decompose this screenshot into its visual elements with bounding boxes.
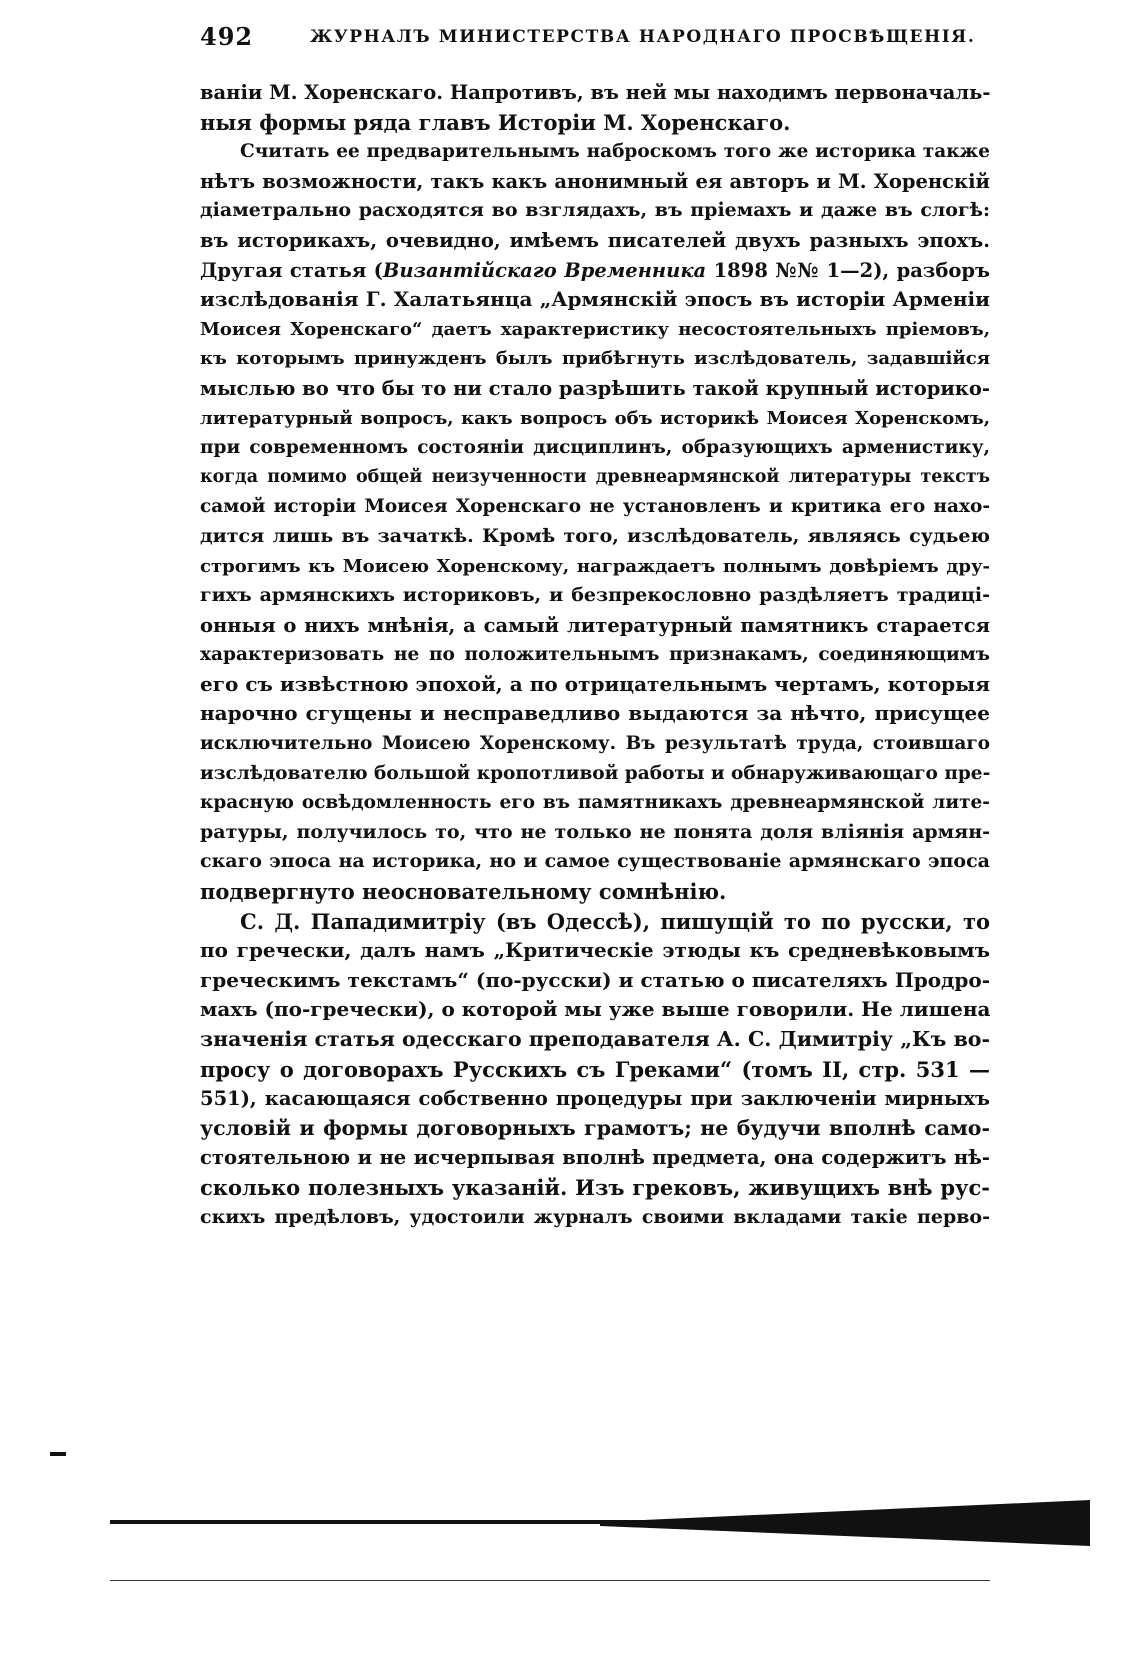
text-line: скихъ предѣловъ, удостоили журналъ своими вкладами такіе перво- <box>200 1205 990 1228</box>
citation-suffix: 1898 №№ 1—2), разборъ <box>706 258 990 282</box>
text-line: изслѣдователю большой кропотливой работы и обнаруживающаго пре- <box>200 762 991 784</box>
text-line: подвергнуто неосновательному сомнѣнію. <box>200 879 727 905</box>
running-title: ЖУРНАЛЪ МИНИСТЕРСТВА НАРОДНАГО ПРОСВѢЩЕНІЯ. <box>310 27 976 47</box>
page-header <box>200 22 990 62</box>
scan-mark <box>50 1452 66 1456</box>
cited-journal-line <box>200 256 990 286</box>
scan-rule-wedge <box>600 1500 1090 1546</box>
text-line: Моисея Хоренскаго“ даетъ характеристику несостоятельныхъ пріемовъ, <box>200 318 990 340</box>
body-text <box>200 78 990 1232</box>
text-line: въ историкахъ, очевидно, имѣемъ писателей двухъ разныхъ эпохъ. <box>200 228 990 252</box>
scan-rule-thin <box>110 1580 990 1581</box>
text-line: его съ извѣстною эпохой, а по отрицательнымъ чертамъ, которыя <box>200 671 990 696</box>
text-line: при современномъ состояніи дисциплинъ, образующихъ арменистику, <box>200 437 990 459</box>
text-line: къ которымъ принужденъ былъ прибѣгнуть изслѣдователь, задавшійся <box>200 348 990 370</box>
text-line: значенія статья одесскаго преподавателя А. С. Димитріу „Къ во- <box>200 1027 990 1051</box>
text-line: ныя формы ряда главъ Исторіи М. Хоренскаго. <box>200 109 791 135</box>
text-line: изслѣдованія Г. Халатьянца „Армянскій эпосъ въ исторіи Арменіи <box>200 287 990 312</box>
text-line: исключительно Моисею Хоренскому. Въ результатѣ труда, стоившаго <box>200 733 990 755</box>
text-line: самой исторіи Моисея Хоренскаго не установленъ и критика его нахо- <box>200 496 990 518</box>
text-line: по гречески, далъ намъ „Критическіе этюды къ средневѣковымъ <box>200 938 990 963</box>
text-line: строгимъ къ Моисею Хоренскому, награждаетъ полнымъ довѣріемъ дру- <box>200 555 990 577</box>
text-line: 551), касающаяся собственно процедуры при заключеніи мирныхъ <box>200 1087 990 1111</box>
text-line: нѣтъ возможности, такъ какъ анонимный ея авторъ и М. Хоренскій <box>200 169 990 193</box>
text-line: скаго эпоса на историка, но и самое существованіе армянскаго эпоса <box>200 850 990 873</box>
text-line: условій и формы договорныхъ грамотъ; не будучи вполнѣ само- <box>200 1115 990 1140</box>
text-line: махъ (по-гречески), о которой мы уже выше говорили. Не лишена <box>200 997 991 1022</box>
text-line: онныя о нихъ мнѣнія, а самый литературный памятникъ старается <box>200 613 990 637</box>
text-line: стоятельною и не исчерпывая вполнѣ предмета, она содержитъ нѣ- <box>200 1146 990 1170</box>
citation-prefix: Другая статья ( <box>200 258 383 282</box>
text-line: красную освѣдомленность его въ памятникахъ древнеармянской лите- <box>200 792 990 814</box>
journal-title: Византійскаго Временника <box>382 258 707 282</box>
text-line: когда помимо общей неизученности древнеармянской литературы текстъ <box>200 466 990 487</box>
text-line: діаметрально расходятся во взглядахъ, въ пріемахъ и даже въ слогѣ: <box>200 199 990 222</box>
text-line: греческимъ текстамъ“ (по-русски) и статью о писателяхъ Продро- <box>200 967 990 992</box>
text-line: дится лишь въ зачаткѣ. Кромѣ того, изслѣдователь, являясь судьею <box>200 524 990 547</box>
text-line: литературный вопросъ, какъ вопросъ объ историкѣ Моисея Хоренскомъ, <box>200 407 990 429</box>
text-line: просу о договорахъ Русскихъ съ Греками“ (томъ II, стр. 531 — <box>200 1056 990 1082</box>
page-number: 492 <box>200 22 254 51</box>
text-line: Считать ее предварительнымъ наброскомъ того же историка также <box>240 141 990 163</box>
text-line: характеризовать не по положительнымъ признакамъ, соединяющимъ <box>200 644 990 666</box>
text-line: сколько полезныхъ указаній. Изъ грековъ, живущихъ внѣ рус- <box>200 1174 990 1200</box>
text-line: мыслью во что бы то ни стало разрѣшить такой крупный историко- <box>200 376 990 400</box>
text-line: ратуры, получилось то, что не только не понята доля вліянія армян- <box>200 820 990 843</box>
text-line: С. Д. Пападимитріу (въ Одессѣ), пишущій то по русски, то <box>240 908 990 934</box>
text-line: ваніи М. Хоренскаго. Напротивъ, въ ней мы находимъ первоначаль- <box>200 81 991 104</box>
text-line: нарочно сгущены и несправедливо выдаются за нѣчто, присущее <box>200 701 990 726</box>
text-line: гихъ армянскихъ историковъ, и безпрекословно раздѣляетъ традиці- <box>200 584 990 607</box>
